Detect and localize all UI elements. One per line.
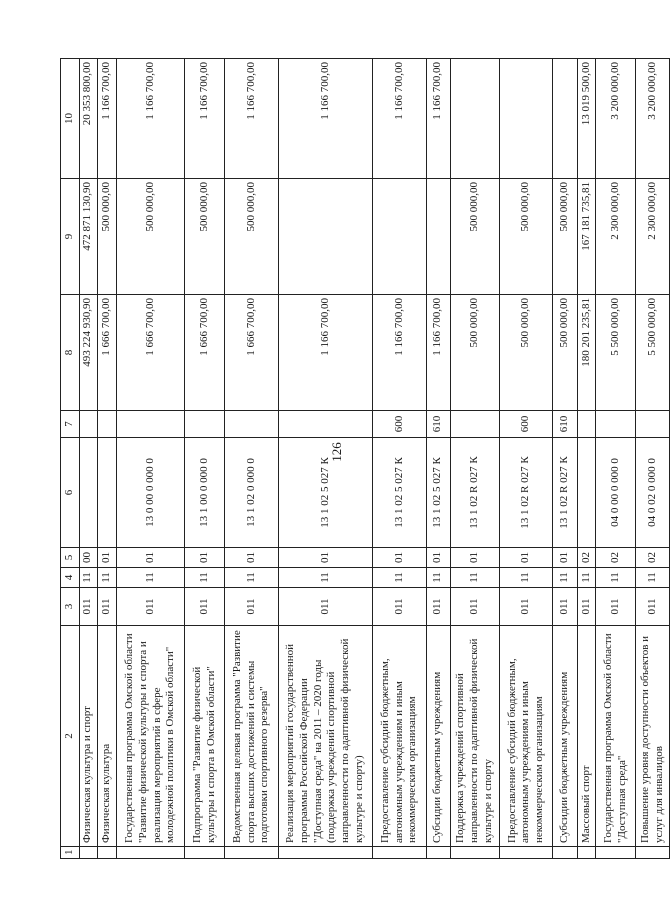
amount-total-cell: 1 666 700,00 — [225, 295, 278, 411]
subsection-code-cell: 01 — [553, 548, 577, 568]
amount-col10-cell: 1 166 700,00 — [225, 59, 278, 179]
target-article-cell: 13 1 02 R 027 К — [450, 438, 499, 548]
table-row — [450, 59, 499, 859]
amount-col10-cell: 1 166 700,00 — [116, 59, 185, 179]
expense-type-cell: 600 — [373, 411, 426, 438]
subsection-code-cell: 01 — [500, 548, 553, 568]
expense-type-cell — [577, 411, 596, 438]
admin-code-cell: 011 — [185, 588, 225, 626]
row-name-cell: Субсидии бюджетным учреждениям — [553, 626, 577, 847]
table-row — [426, 59, 450, 859]
table-row — [225, 59, 278, 859]
admin-code-cell: 011 — [450, 588, 499, 626]
row-name-cell: Предоставление субсидий бюджетным, автономным учреждениям и иным некоммерческим организациям — [500, 626, 553, 847]
expense-type-cell — [225, 411, 278, 438]
table-row — [116, 59, 185, 859]
admin-code-cell: 011 — [373, 588, 426, 626]
row-name-cell: Ведомственная целевая программа "Развитие спорта высших достижений и системы подготовки спортивного резерва" — [225, 626, 278, 847]
table-row — [79, 59, 98, 859]
amount-col9-cell: 500 000,00 — [500, 179, 553, 295]
header-cell: 1 — [61, 847, 80, 859]
amount-col9-cell: 500 000,00 — [225, 179, 278, 295]
section-code-cell: 11 — [500, 568, 553, 588]
expense-type-cell — [79, 411, 98, 438]
amount-col9-cell — [278, 179, 373, 295]
amount-col9-cell: 500 000,00 — [185, 179, 225, 295]
subsection-code-cell: 02 — [596, 548, 636, 568]
target-article-cell — [79, 438, 98, 548]
target-article-cell: 04 0 00 0 000 0 — [596, 438, 636, 548]
amount-col10-cell: 1 166 700,00 — [426, 59, 450, 179]
header-cell: 3 — [61, 588, 80, 626]
amount-col9-cell — [373, 179, 426, 295]
target-article-cell: 13 1 02 R 027 К — [500, 438, 553, 548]
row-name-cell: Предоставление субсидий бюджетным, автономным учреждениям и иным некоммерческим организациям — [373, 626, 426, 847]
target-article-cell — [98, 438, 117, 548]
target-article-cell: 13 1 02 5 027 К — [373, 438, 426, 548]
amount-col9-cell: 167 181 735,81 — [577, 179, 596, 295]
expense-type-cell — [596, 411, 636, 438]
section-code-cell: 11 — [553, 568, 577, 588]
target-article-cell: 13 0 00 0 000 0 — [116, 438, 185, 548]
admin-code-cell: 011 — [636, 588, 670, 626]
amount-total-cell: 1 666 700,00 — [116, 295, 185, 411]
expense-type-cell — [98, 411, 117, 438]
amount-col10-cell: 20 353 800,00 — [79, 59, 98, 179]
amount-total-cell: 5 500 000,00 — [636, 295, 670, 411]
amount-col10-cell — [500, 59, 553, 179]
section-code-cell: 11 — [577, 568, 596, 588]
target-article-cell: 13 1 02 5 027 К — [278, 438, 373, 548]
expense-type-cell: 610 — [553, 411, 577, 438]
section-code-cell: 11 — [450, 568, 499, 588]
amount-col10-cell: 13 019 500,00 — [577, 59, 596, 179]
row-name-cell: Поддержка учреждений спортивной направленности по адаптивной физической культуре и спорту — [450, 626, 499, 847]
row-indicator-cell — [98, 847, 117, 859]
subsection-code-cell: 01 — [185, 548, 225, 568]
row-name-cell: Реализация мероприятий государственной программы Российской Федерации "Доступная среда" на 2011 – 2020 годы (поддержка учреждений спортивной направленности по адаптивной физической культуре и спорту) — [278, 626, 373, 847]
header-cell: 9 — [61, 179, 80, 295]
header-row — [61, 59, 80, 859]
admin-code-cell: 011 — [596, 588, 636, 626]
section-code-cell: 11 — [596, 568, 636, 588]
row-indicator-cell — [636, 847, 670, 859]
amount-col10-cell: 1 166 700,00 — [278, 59, 373, 179]
subsection-code-cell: 01 — [278, 548, 373, 568]
section-code-cell: 11 — [79, 568, 98, 588]
amount-total-cell: 1 166 700,00 — [426, 295, 450, 411]
amount-total-cell: 1 666 700,00 — [98, 295, 117, 411]
row-name-cell: Подпрограмма "Развитие физической культуры и спорта в Омской области" — [185, 626, 225, 847]
table-row — [185, 59, 225, 859]
subsection-code-cell: 01 — [98, 548, 117, 568]
table-row — [98, 59, 117, 859]
amount-col10-cell — [553, 59, 577, 179]
page-number: 126 — [329, 442, 344, 462]
target-article-cell: 04 0 02 0 000 0 — [636, 438, 670, 548]
target-article-cell — [577, 438, 596, 548]
section-code-cell: 11 — [116, 568, 185, 588]
amount-col10-cell: 3 200 000,00 — [636, 59, 670, 179]
section-code-cell: 11 — [98, 568, 117, 588]
amount-total-cell: 180 201 235,81 — [577, 295, 596, 411]
row-name-cell: Государственная программа Омской области "Доступная среда" — [596, 626, 636, 847]
amount-total-cell: 5 500 000,00 — [596, 295, 636, 411]
row-indicator-cell — [577, 847, 596, 859]
row-name-cell: Массовый спорт — [577, 626, 596, 847]
amount-col10-cell: 1 166 700,00 — [98, 59, 117, 179]
header-cell: 8 — [61, 295, 80, 411]
header-cell: 4 — [61, 568, 80, 588]
table-row — [373, 59, 426, 859]
target-article-cell: 13 1 02 0 000 0 — [225, 438, 278, 548]
table-row — [577, 59, 596, 859]
subsection-code-cell: 01 — [116, 548, 185, 568]
amount-col10-cell — [450, 59, 499, 179]
amount-total-cell: 1 666 700,00 — [185, 295, 225, 411]
admin-code-cell: 011 — [426, 588, 450, 626]
admin-code-cell: 011 — [500, 588, 553, 626]
subsection-code-cell: 01 — [225, 548, 278, 568]
amount-col10-cell: 3 200 000,00 — [596, 59, 636, 179]
row-indicator-cell — [553, 847, 577, 859]
row-indicator-cell — [278, 847, 373, 859]
row-name-cell: Физическая культура — [98, 626, 117, 847]
rotated-table-container — [60, 59, 670, 859]
row-indicator-cell — [116, 847, 185, 859]
expense-type-cell — [185, 411, 225, 438]
subsection-code-cell: 01 — [426, 548, 450, 568]
amount-col9-cell: 2 300 000,00 — [596, 179, 636, 295]
row-name-cell: Государственная программа Омской области "Развитие физической культуры и спорта и реализация мероприятий в сфере молодежной политики в Омской области" — [116, 626, 185, 847]
header-cell: 10 — [61, 59, 80, 179]
admin-code-cell: 011 — [577, 588, 596, 626]
amount-total-cell: 1 166 700,00 — [278, 295, 373, 411]
target-article-cell: 13 1 02 5 027 К — [426, 438, 450, 548]
amount-col9-cell: 500 000,00 — [116, 179, 185, 295]
header-cell: 5 — [61, 548, 80, 568]
amount-total-cell: 500 000,00 — [553, 295, 577, 411]
section-code-cell: 11 — [278, 568, 373, 588]
admin-code-cell: 011 — [79, 588, 98, 626]
budget-table — [60, 58, 670, 859]
subsection-code-cell: 02 — [577, 548, 596, 568]
expense-type-cell: 610 — [426, 411, 450, 438]
row-indicator-cell — [426, 847, 450, 859]
target-article-cell: 13 1 02 R 027 К — [553, 438, 577, 548]
row-name-cell: Повышение уровня доступности объектов и услуг для инвалидов — [636, 626, 670, 847]
amount-total-cell: 493 224 930,90 — [79, 295, 98, 411]
amount-col10-cell: 1 166 700,00 — [185, 59, 225, 179]
subsection-code-cell: 01 — [450, 548, 499, 568]
header-cell: 7 — [61, 411, 80, 438]
amount-col9-cell — [426, 179, 450, 295]
table-row — [596, 59, 636, 859]
amount-col9-cell: 500 000,00 — [553, 179, 577, 295]
amount-col9-cell: 500 000,00 — [98, 179, 117, 295]
section-code-cell: 11 — [185, 568, 225, 588]
row-indicator-cell — [500, 847, 553, 859]
expense-type-cell: 600 — [500, 411, 553, 438]
row-indicator-cell — [450, 847, 499, 859]
admin-code-cell: 011 — [278, 588, 373, 626]
table-row — [500, 59, 553, 859]
row-name-cell: Субсидии бюджетным учреждениям — [426, 626, 450, 847]
expense-type-cell — [636, 411, 670, 438]
amount-total-cell: 500 000,00 — [500, 295, 553, 411]
admin-code-cell: 011 — [98, 588, 117, 626]
row-indicator-cell — [373, 847, 426, 859]
header-cell: 6 — [61, 438, 80, 548]
expense-type-cell — [278, 411, 373, 438]
amount-col9-cell: 500 000,00 — [450, 179, 499, 295]
row-indicator-cell — [225, 847, 278, 859]
section-code-cell: 11 — [636, 568, 670, 588]
section-code-cell: 11 — [373, 568, 426, 588]
amount-total-cell: 1 166 700,00 — [373, 295, 426, 411]
section-code-cell: 11 — [426, 568, 450, 588]
target-article-cell: 13 1 00 0 000 0 — [185, 438, 225, 548]
row-name-cell: Физическая культура и спорт — [79, 626, 98, 847]
admin-code-cell: 011 — [553, 588, 577, 626]
table-row — [636, 59, 670, 859]
row-indicator-cell — [185, 847, 225, 859]
expense-type-cell — [116, 411, 185, 438]
subsection-code-cell: 01 — [373, 548, 426, 568]
row-indicator-cell — [596, 847, 636, 859]
section-code-cell: 11 — [225, 568, 278, 588]
subsection-code-cell: 00 — [79, 548, 98, 568]
table-row — [553, 59, 577, 859]
amount-col10-cell: 1 166 700,00 — [373, 59, 426, 179]
admin-code-cell: 011 — [225, 588, 278, 626]
amount-col9-cell: 2 300 000,00 — [636, 179, 670, 295]
subsection-code-cell: 02 — [636, 548, 670, 568]
table-row — [278, 59, 373, 859]
admin-code-cell: 011 — [116, 588, 185, 626]
amount-total-cell: 500 000,00 — [450, 295, 499, 411]
header-cell: 2 — [61, 626, 80, 847]
expense-type-cell — [450, 411, 499, 438]
row-indicator-cell — [79, 847, 98, 859]
amount-col9-cell: 472 871 130,90 — [79, 179, 98, 295]
